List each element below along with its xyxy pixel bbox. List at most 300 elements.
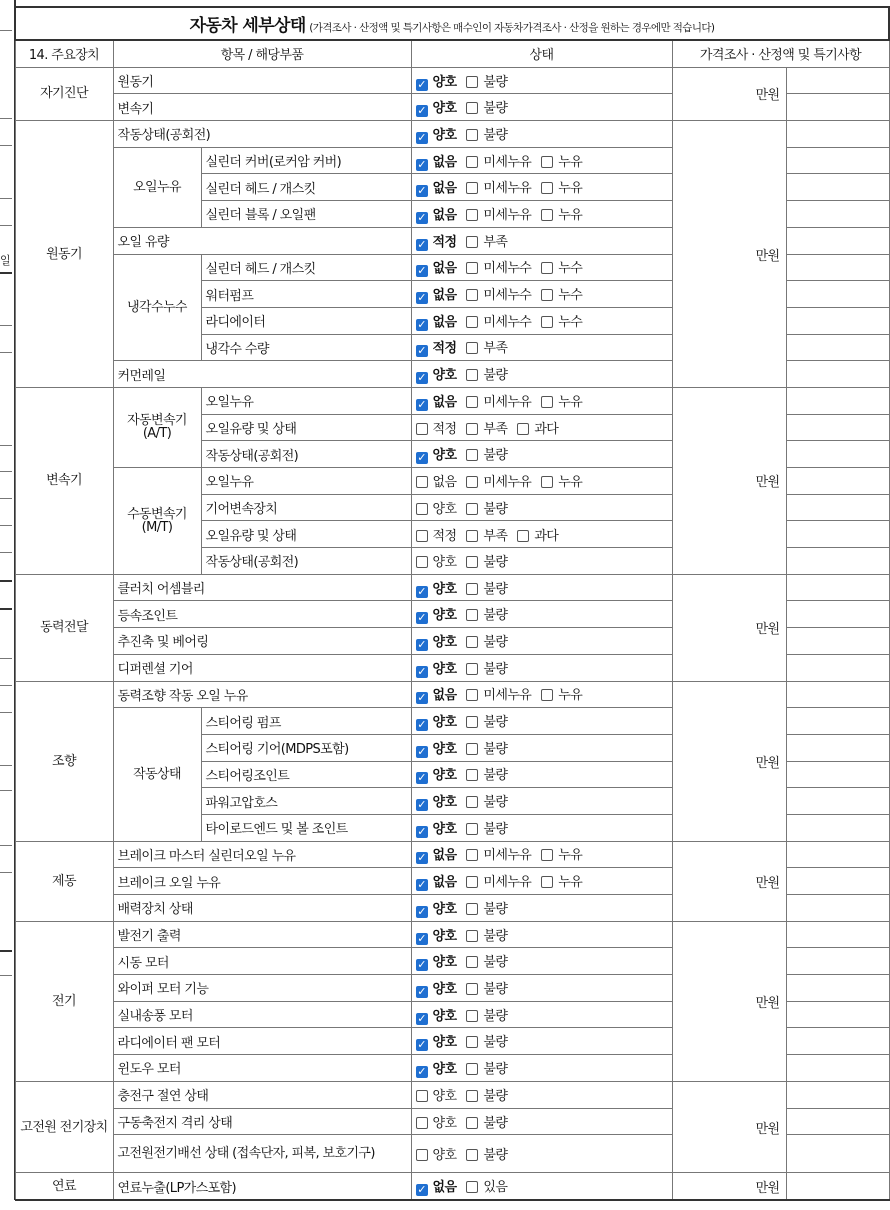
note-field[interactable] [786, 895, 889, 922]
status-option[interactable] [416, 818, 457, 838]
checkbox-icon[interactable] [466, 423, 478, 435]
option-label: 누수 [558, 261, 583, 277]
checked-checkbox-icon[interactable]: ✓ [417, 637, 426, 651]
note-field[interactable] [786, 841, 889, 868]
option-label: 누유 [558, 394, 583, 410]
status-option[interactable] [466, 1005, 507, 1024]
checkbox-icon[interactable] [466, 1181, 478, 1193]
status-option[interactable] [416, 738, 457, 758]
status-option[interactable] [466, 1031, 507, 1050]
checkbox-icon[interactable] [466, 983, 478, 995]
status-cell [411, 227, 672, 254]
status-option[interactable] [466, 764, 507, 783]
status-option[interactable] [466, 124, 507, 143]
status-option[interactable] [466, 818, 507, 837]
status-option[interactable] [466, 978, 507, 997]
status-option[interactable] [466, 71, 507, 90]
checkbox-icon[interactable] [416, 1090, 428, 1102]
note-field[interactable] [786, 975, 889, 1002]
status-option[interactable] [416, 551, 457, 570]
price-field[interactable]: 만원 [672, 574, 786, 681]
note-field[interactable] [786, 174, 889, 201]
status-option[interactable] [466, 925, 507, 944]
checkbox-icon[interactable] [466, 236, 478, 248]
status-option[interactable] [416, 711, 457, 731]
checked-checkbox-icon[interactable]: ✓ [417, 264, 426, 278]
price-field[interactable]: 만원 [672, 67, 786, 120]
status-option[interactable] [416, 951, 457, 971]
option-label: 없음 [432, 288, 457, 304]
note-field[interactable] [786, 281, 889, 308]
item-label: 스티어링 펌프 [201, 708, 411, 735]
status-option[interactable] [541, 391, 582, 410]
option-label: 미세누유 [483, 154, 532, 170]
checkbox-icon[interactable] [466, 663, 478, 675]
status-cell [411, 761, 672, 788]
checkbox-icon[interactable] [466, 583, 478, 595]
status-option[interactable] [416, 364, 457, 384]
status-option[interactable] [416, 604, 457, 624]
checkbox-icon[interactable] [541, 209, 553, 221]
checkbox-icon[interactable] [466, 449, 478, 461]
status-option[interactable] [541, 311, 582, 330]
checked-checkbox-icon[interactable]: ✓ [417, 958, 426, 972]
status-option[interactable] [466, 871, 531, 890]
item-label: 구동축전지 격리 상태 [113, 1108, 411, 1135]
status-cell [411, 708, 672, 735]
checkbox-icon[interactable] [466, 316, 478, 328]
note-field[interactable] [786, 1135, 889, 1173]
note-field[interactable] [786, 1001, 889, 1028]
status-cell [411, 307, 672, 334]
status-option[interactable] [541, 204, 582, 223]
item-label: 고전원전기배선 상태 (접속단자, 피복, 보호기구) [113, 1135, 411, 1173]
status-option[interactable] [517, 525, 558, 544]
note-field[interactable] [786, 601, 889, 628]
checked-checkbox-icon[interactable]: ✓ [417, 584, 426, 598]
checked-checkbox-icon[interactable]: ✓ [417, 798, 426, 812]
checkbox-icon[interactable] [416, 530, 428, 542]
checkbox-icon[interactable] [466, 930, 478, 942]
price-field[interactable]: 만원 [672, 681, 786, 841]
checked-checkbox-icon[interactable]: ✓ [417, 1064, 426, 1078]
status-option[interactable] [541, 684, 582, 703]
status-option[interactable] [416, 124, 457, 144]
status-option[interactable] [416, 1112, 457, 1131]
option-label: 양호 [432, 368, 457, 384]
checkbox-icon[interactable] [541, 289, 553, 301]
checkbox-icon[interactable] [416, 503, 428, 515]
status-option[interactable] [416, 525, 457, 544]
status-option[interactable] [541, 844, 582, 863]
status-option[interactable] [466, 231, 507, 250]
status-row [15, 681, 889, 708]
status-option[interactable] [416, 871, 457, 891]
status-option[interactable] [541, 151, 582, 170]
checkbox-icon[interactable] [466, 556, 478, 568]
checked-checkbox-icon[interactable]: ✓ [417, 744, 426, 758]
checked-checkbox-icon[interactable]: ✓ [417, 691, 426, 705]
status-option[interactable] [416, 284, 457, 304]
checkbox-icon[interactable] [466, 609, 478, 621]
status-option[interactable] [466, 578, 507, 597]
status-row [15, 1173, 889, 1200]
status-option[interactable] [416, 151, 457, 171]
checkbox-icon[interactable] [466, 636, 478, 648]
checkbox-icon[interactable] [466, 342, 478, 354]
note-field[interactable] [786, 868, 889, 895]
status-option[interactable] [517, 418, 558, 437]
status-cell [411, 441, 672, 468]
price-field[interactable]: 만원 [672, 1081, 786, 1172]
note-field[interactable] [786, 414, 889, 441]
checkbox-icon[interactable] [541, 396, 553, 408]
status-option[interactable] [416, 231, 457, 251]
option-label: 불량 [483, 1148, 508, 1164]
status-option[interactable] [466, 418, 507, 437]
note-field[interactable] [786, 548, 889, 575]
status-option[interactable] [466, 1085, 507, 1104]
checkbox-icon[interactable] [466, 262, 478, 274]
item-label: 디퍼렌셜 기어 [113, 654, 411, 681]
status-option[interactable] [416, 337, 457, 357]
status-option[interactable] [416, 257, 457, 277]
checkbox-icon[interactable] [466, 823, 478, 835]
status-option[interactable] [416, 418, 457, 437]
status-cell [411, 334, 672, 361]
status-cell [411, 628, 672, 655]
checked-checkbox-icon[interactable]: ✓ [417, 291, 426, 305]
status-option[interactable] [416, 311, 457, 331]
status-option[interactable] [416, 444, 457, 464]
status-option[interactable] [466, 444, 507, 463]
item-label: 라디에이터 [201, 307, 411, 334]
note-field[interactable] [786, 1055, 889, 1082]
status-option[interactable] [466, 631, 507, 650]
status-option[interactable] [466, 658, 507, 677]
checked-checkbox-icon[interactable]: ✓ [417, 237, 426, 251]
checkbox-icon[interactable] [466, 743, 478, 755]
status-option[interactable] [416, 471, 457, 490]
checkbox-icon[interactable] [466, 1036, 478, 1048]
checkbox-icon[interactable] [466, 289, 478, 301]
checked-checkbox-icon[interactable]: ✓ [417, 317, 426, 331]
checked-checkbox-icon[interactable]: ✓ [417, 931, 426, 945]
option-label: 양호 [432, 768, 457, 784]
status-option[interactable] [416, 1058, 457, 1078]
note-field[interactable] [786, 494, 889, 521]
note-field[interactable] [786, 1173, 889, 1200]
checkbox-icon[interactable] [466, 129, 478, 141]
checked-checkbox-icon[interactable]: ✓ [417, 451, 426, 465]
status-option[interactable] [416, 578, 457, 598]
status-option[interactable] [466, 844, 531, 863]
checkbox-icon[interactable] [466, 76, 478, 88]
status-option[interactable] [541, 871, 582, 890]
status-option[interactable] [416, 684, 457, 704]
column-header-row [15, 40, 889, 67]
item-label: 오일유량 및 상태 [201, 414, 411, 441]
note-field[interactable] [786, 921, 889, 948]
checkbox-icon[interactable] [466, 1117, 478, 1129]
checkbox-icon[interactable] [466, 1090, 478, 1102]
checkbox-icon[interactable] [466, 876, 478, 888]
checkbox-icon[interactable] [416, 476, 428, 488]
price-field[interactable]: 만원 [672, 387, 786, 574]
status-cell [411, 361, 672, 388]
checkbox-icon[interactable] [416, 1149, 428, 1161]
status-option[interactable] [466, 525, 507, 544]
note-field[interactable] [786, 1108, 889, 1135]
option-label: 불량 [483, 928, 508, 944]
status-option[interactable] [466, 177, 531, 196]
option-label: 양호 [432, 74, 457, 90]
item-label: 실린더 헤드 / 개스킷 [201, 174, 411, 201]
checked-checkbox-icon[interactable]: ✓ [417, 771, 426, 785]
status-option[interactable] [466, 1176, 507, 1195]
status-option[interactable] [466, 204, 531, 223]
checked-checkbox-icon[interactable]: ✓ [417, 210, 426, 224]
checkbox-icon[interactable] [416, 1117, 428, 1129]
note-field[interactable] [786, 227, 889, 254]
checkbox-icon[interactable] [466, 769, 478, 781]
status-option[interactable] [416, 925, 457, 945]
checkbox-icon[interactable] [466, 903, 478, 915]
status-option[interactable] [541, 471, 582, 490]
status-option[interactable] [466, 471, 531, 490]
checkbox-icon[interactable] [466, 956, 478, 968]
status-option[interactable] [466, 97, 507, 116]
status-option[interactable] [466, 284, 531, 303]
status-option[interactable] [541, 257, 582, 276]
option-label: 누유 [558, 154, 583, 170]
subgroup-label: 자동변속기 (A/T) [113, 387, 201, 467]
note-field[interactable] [786, 334, 889, 361]
status-option[interactable] [416, 898, 457, 918]
checked-checkbox-icon[interactable]: ✓ [417, 1038, 426, 1052]
checkbox-icon[interactable] [466, 689, 478, 701]
note-field[interactable] [786, 1028, 889, 1055]
note-field[interactable] [786, 307, 889, 334]
status-option[interactable] [466, 337, 507, 356]
note-field[interactable] [786, 574, 889, 601]
status-option[interactable] [466, 738, 507, 757]
status-option[interactable] [466, 1058, 507, 1077]
item-label: 스티어링조인트 [201, 761, 411, 788]
note-field[interactable] [786, 948, 889, 975]
checkbox-icon[interactable] [466, 716, 478, 728]
note-field[interactable] [786, 708, 889, 735]
checkbox-icon[interactable] [416, 423, 428, 435]
checked-checkbox-icon[interactable]: ✓ [417, 130, 426, 144]
checkbox-icon[interactable] [466, 1149, 478, 1161]
note-field[interactable] [786, 94, 889, 121]
checked-checkbox-icon[interactable]: ✓ [417, 878, 426, 892]
checkbox-icon[interactable] [541, 156, 553, 168]
note-field[interactable] [786, 468, 889, 495]
checkbox-icon[interactable] [466, 849, 478, 861]
checkbox-icon[interactable] [541, 476, 553, 488]
checked-checkbox-icon[interactable]: ✓ [417, 397, 426, 411]
checkbox-icon[interactable] [466, 182, 478, 194]
checkbox-icon[interactable] [466, 396, 478, 408]
status-option[interactable] [416, 204, 457, 224]
section-label: 자기진단 [15, 67, 113, 120]
status-option[interactable] [416, 1005, 457, 1025]
checked-checkbox-icon[interactable]: ✓ [417, 104, 426, 118]
checked-checkbox-icon[interactable]: ✓ [417, 904, 426, 918]
checked-checkbox-icon[interactable]: ✓ [417, 1183, 426, 1197]
checkbox-icon[interactable] [541, 689, 553, 701]
checkbox-icon[interactable] [517, 530, 529, 542]
note-field[interactable] [786, 814, 889, 841]
option-label: 불량 [483, 768, 508, 784]
status-option[interactable] [466, 684, 531, 703]
note-field[interactable] [786, 788, 889, 815]
checked-checkbox-icon[interactable]: ✓ [417, 718, 426, 732]
checked-checkbox-icon[interactable]: ✓ [417, 851, 426, 865]
status-option[interactable] [466, 391, 531, 410]
option-label: 양호 [432, 928, 457, 944]
status-option[interactable] [416, 791, 457, 811]
status-option[interactable] [416, 1031, 457, 1051]
item-label: 기어변속장치 [201, 494, 411, 521]
status-option[interactable] [416, 1085, 457, 1104]
price-field[interactable]: 만원 [672, 1173, 786, 1200]
status-option[interactable] [541, 284, 582, 303]
status-option[interactable] [466, 257, 531, 276]
checked-checkbox-icon[interactable]: ✓ [417, 824, 426, 838]
note-field[interactable] [786, 387, 889, 414]
status-option[interactable] [466, 898, 507, 917]
checked-checkbox-icon[interactable]: ✓ [417, 1011, 426, 1025]
status-option[interactable] [466, 364, 507, 383]
checked-checkbox-icon[interactable]: ✓ [417, 344, 426, 358]
checkbox-icon[interactable] [466, 1010, 478, 1022]
option-label: 양호 [432, 1061, 457, 1077]
note-field[interactable] [786, 147, 889, 174]
checked-checkbox-icon[interactable]: ✓ [417, 611, 426, 625]
status-option[interactable] [416, 978, 457, 998]
status-option[interactable] [416, 1144, 457, 1163]
status-option[interactable] [466, 1144, 507, 1163]
note-field[interactable] [786, 201, 889, 228]
status-option[interactable] [466, 551, 507, 570]
option-label: 없음 [432, 848, 457, 864]
checked-checkbox-icon[interactable]: ✓ [417, 184, 426, 198]
item-label: 오일누유 [201, 468, 411, 495]
checked-checkbox-icon[interactable]: ✓ [417, 77, 426, 91]
checkbox-icon[interactable] [517, 423, 529, 435]
checkbox-icon[interactable] [466, 1063, 478, 1075]
status-option[interactable] [466, 498, 507, 517]
checkbox-icon[interactable] [466, 209, 478, 221]
status-option[interactable] [416, 177, 457, 197]
checked-checkbox-icon[interactable]: ✓ [417, 371, 426, 385]
status-option[interactable] [416, 1176, 457, 1196]
status-option[interactable] [466, 151, 531, 170]
note-field[interactable] [786, 734, 889, 761]
note-field[interactable] [786, 681, 889, 708]
status-option[interactable] [466, 711, 507, 730]
price-field[interactable]: 만원 [672, 841, 786, 921]
status-option[interactable] [416, 97, 457, 117]
note-field[interactable] [786, 1081, 889, 1108]
note-field[interactable] [786, 121, 889, 148]
option-label: 불량 [483, 981, 508, 997]
price-field[interactable]: 만원 [672, 121, 786, 388]
checked-checkbox-icon[interactable]: ✓ [417, 984, 426, 998]
checkbox-icon[interactable] [541, 849, 553, 861]
item-label: 시동 모터 [113, 948, 411, 975]
option-label: 양호 [432, 821, 457, 837]
item-label: 연료누출(LP가스포함) [113, 1173, 411, 1200]
item-label: 냉각수 수량 [201, 334, 411, 361]
checkbox-icon[interactable] [466, 102, 478, 114]
checkbox-icon[interactable] [466, 476, 478, 488]
status-option[interactable] [416, 498, 457, 517]
status-option[interactable] [466, 1112, 507, 1131]
status-option[interactable] [466, 311, 531, 330]
status-option[interactable] [416, 391, 457, 411]
checkbox-icon[interactable] [466, 503, 478, 515]
option-label: 불량 [483, 1008, 508, 1024]
section-label: 동력전달 [15, 574, 113, 681]
status-option[interactable] [466, 604, 507, 623]
status-option[interactable] [541, 177, 582, 196]
option-label: 불량 [483, 368, 508, 384]
checkbox-icon[interactable] [466, 156, 478, 168]
item-label: 오일 유량 [113, 227, 411, 254]
status-option[interactable] [416, 71, 457, 91]
option-label: 과다 [534, 421, 559, 437]
option-label: 없음 [432, 875, 457, 891]
checkbox-icon[interactable] [466, 796, 478, 808]
note-field[interactable] [786, 761, 889, 788]
note-field[interactable] [786, 521, 889, 548]
status-option[interactable] [416, 844, 457, 864]
option-label: 적정 [432, 528, 457, 544]
status-option[interactable] [416, 631, 457, 651]
note-field[interactable] [786, 628, 889, 655]
note-field[interactable] [786, 67, 889, 94]
checkbox-icon[interactable] [416, 556, 428, 568]
form-title-note: (가격조사 · 산정액 및 특기사항은 매수인이 자동차가격조사 · 산정을 원하는 경우에만 적습니다) [309, 22, 715, 34]
note-field[interactable] [786, 654, 889, 681]
checkbox-icon[interactable] [541, 316, 553, 328]
note-field[interactable] [786, 254, 889, 281]
option-label: 부족 [483, 234, 508, 250]
checkbox-icon[interactable] [466, 530, 478, 542]
item-label: 윈도우 모터 [113, 1055, 411, 1082]
status-option[interactable] [416, 764, 457, 784]
checked-checkbox-icon[interactable]: ✓ [417, 664, 426, 678]
status-cell [411, 494, 672, 521]
checkbox-icon[interactable] [541, 876, 553, 888]
status-option[interactable] [466, 791, 507, 810]
note-field[interactable] [786, 361, 889, 388]
status-option[interactable] [466, 951, 507, 970]
status-option[interactable] [416, 658, 457, 678]
checked-checkbox-icon[interactable]: ✓ [417, 157, 426, 171]
status-cell [411, 94, 672, 121]
checkbox-icon[interactable] [541, 182, 553, 194]
status-cell [411, 201, 672, 228]
price-field[interactable]: 만원 [672, 921, 786, 1081]
checkbox-icon[interactable] [541, 262, 553, 274]
checkbox-icon[interactable] [466, 369, 478, 381]
note-field[interactable] [786, 441, 889, 468]
